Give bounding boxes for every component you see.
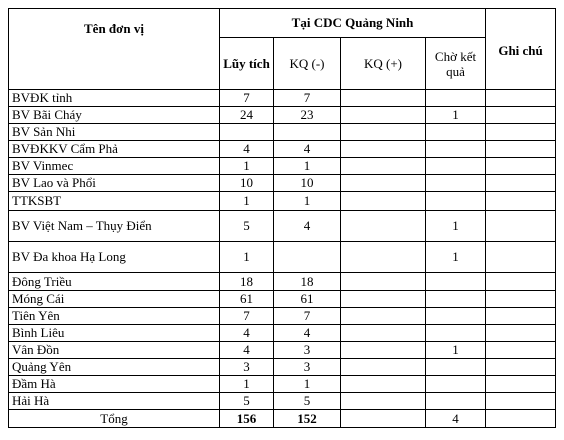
cell-name: TTKSBT	[9, 192, 220, 211]
cell-note	[486, 308, 556, 325]
cell-name: BV Vinmec	[9, 158, 220, 175]
cell-name: Móng Cái	[9, 291, 220, 308]
cell-positive	[341, 192, 426, 211]
header-row-top	[9, 9, 556, 38]
cell-positive	[341, 325, 426, 342]
cell-name: BVĐK tỉnh	[9, 90, 220, 107]
table-row	[9, 273, 556, 291]
table-row	[9, 325, 556, 342]
cell-positive	[341, 211, 426, 242]
cell-name: BV Bãi Cháy	[9, 107, 220, 124]
cell-negative: 4	[274, 211, 341, 242]
cell-note	[486, 376, 556, 393]
cell-name: BV Đa khoa Hạ Long	[9, 242, 220, 273]
table-row	[9, 141, 556, 158]
cell-note	[486, 211, 556, 242]
cell-cumulative: 4	[220, 342, 274, 359]
cell-pending	[426, 359, 486, 376]
table-row	[9, 124, 556, 141]
table-row	[9, 393, 556, 410]
cell-note	[486, 393, 556, 410]
cell-note	[486, 242, 556, 273]
cell-positive	[341, 158, 426, 175]
cell-name: Bình Liêu	[9, 325, 220, 342]
cell-positive	[341, 175, 426, 192]
cell-note	[486, 158, 556, 175]
header-note: Ghi chú	[486, 9, 556, 90]
cell-note	[486, 124, 556, 141]
cell-cumulative: 18	[220, 273, 274, 291]
cell-pending	[426, 325, 486, 342]
header-pending: Chờ kết quả	[426, 38, 486, 90]
cell-pending: 1	[426, 242, 486, 273]
table-row	[9, 291, 556, 308]
table-row	[9, 107, 556, 124]
cell-cumulative: 7	[220, 90, 274, 107]
cell-pending	[426, 158, 486, 175]
cell-cumulative: 10	[220, 175, 274, 192]
cell-pending	[426, 192, 486, 211]
total-row	[9, 410, 556, 428]
cell-name: Vân Đồn	[9, 342, 220, 359]
cell-negative: 1	[274, 376, 341, 393]
cell-name: BVĐKKV Cẩm Phả	[9, 141, 220, 158]
cell-note	[486, 107, 556, 124]
cell-name: Hải Hà	[9, 393, 220, 410]
cell-negative: 10	[274, 175, 341, 192]
total-cumulative: 156	[220, 410, 274, 428]
cell-cumulative: 24	[220, 107, 274, 124]
cell-cumulative: 1	[220, 192, 274, 211]
table-row	[9, 242, 556, 273]
cell-negative: 5	[274, 393, 341, 410]
cell-positive	[341, 242, 426, 273]
header-cumulative: Lũy tích	[220, 38, 274, 90]
table-row	[9, 158, 556, 175]
cell-positive	[341, 342, 426, 359]
cell-pending: 1	[426, 107, 486, 124]
cell-note	[486, 141, 556, 158]
cell-note	[486, 192, 556, 211]
header-positive: KQ (+)	[341, 38, 426, 90]
header-unit: Tên đơn vị	[9, 9, 220, 90]
cell-note	[486, 342, 556, 359]
total-pending: 4	[426, 410, 486, 428]
table-row	[9, 192, 556, 211]
header-negative: KQ (-)	[274, 38, 341, 90]
cell-positive	[341, 124, 426, 141]
cell-name: BV Việt Nam – Thụy Điển	[9, 211, 220, 242]
cell-negative: 1	[274, 158, 341, 175]
cell-note	[486, 359, 556, 376]
cell-note	[486, 291, 556, 308]
cell-pending: 1	[426, 211, 486, 242]
cell-name: Đông Triều	[9, 273, 220, 291]
cell-positive	[341, 273, 426, 291]
cell-positive	[341, 393, 426, 410]
cell-pending	[426, 308, 486, 325]
cell-negative: 3	[274, 359, 341, 376]
cell-cumulative: 61	[220, 291, 274, 308]
cell-positive	[341, 90, 426, 107]
cell-positive	[341, 308, 426, 325]
total-positive	[341, 410, 426, 428]
cell-name: Đầm Hà	[9, 376, 220, 393]
table-row	[9, 211, 556, 242]
cell-cumulative: 4	[220, 141, 274, 158]
cell-cumulative	[220, 124, 274, 141]
cell-cumulative: 1	[220, 158, 274, 175]
cell-negative: 4	[274, 325, 341, 342]
cell-name: BV Sản Nhi	[9, 124, 220, 141]
cell-name: Tiên Yên	[9, 308, 220, 325]
cell-negative: 4	[274, 141, 341, 158]
table-row	[9, 90, 556, 107]
header-group: Tại CDC Quảng Ninh	[220, 9, 486, 38]
cell-negative: 18	[274, 273, 341, 291]
cell-pending	[426, 291, 486, 308]
cell-note	[486, 90, 556, 107]
cell-negative: 7	[274, 308, 341, 325]
cell-cumulative: 1	[220, 376, 274, 393]
table-row	[9, 359, 556, 376]
results-table	[8, 8, 556, 428]
table-row	[9, 175, 556, 192]
cell-note	[486, 325, 556, 342]
cell-negative: 1	[274, 192, 341, 211]
cell-pending	[426, 376, 486, 393]
cell-cumulative: 5	[220, 393, 274, 410]
cell-negative	[274, 124, 341, 141]
cell-positive	[341, 141, 426, 158]
total-note	[486, 410, 556, 428]
cell-positive	[341, 376, 426, 393]
cell-pending: 1	[426, 342, 486, 359]
cell-negative: 61	[274, 291, 341, 308]
cell-cumulative: 4	[220, 325, 274, 342]
cell-negative: 7	[274, 90, 341, 107]
cell-pending	[426, 90, 486, 107]
total-negative: 152	[274, 410, 341, 428]
cell-note	[486, 273, 556, 291]
cell-negative: 23	[274, 107, 341, 124]
table-row	[9, 308, 556, 325]
cell-name: Quảng Yên	[9, 359, 220, 376]
total-name: Tổng	[9, 410, 220, 428]
cell-negative: 3	[274, 342, 341, 359]
cell-pending	[426, 273, 486, 291]
table-row	[9, 376, 556, 393]
cell-pending	[426, 175, 486, 192]
table-row	[9, 342, 556, 359]
cell-note	[486, 175, 556, 192]
cell-cumulative: 5	[220, 211, 274, 242]
cell-pending	[426, 393, 486, 410]
cell-pending	[426, 141, 486, 158]
cell-positive	[341, 291, 426, 308]
cell-name: BV Lao và Phổi	[9, 175, 220, 192]
cell-cumulative: 3	[220, 359, 274, 376]
cell-positive	[341, 107, 426, 124]
cell-positive	[341, 359, 426, 376]
cell-negative	[274, 242, 341, 273]
cell-cumulative: 1	[220, 242, 274, 273]
cell-pending	[426, 124, 486, 141]
cell-cumulative: 7	[220, 308, 274, 325]
